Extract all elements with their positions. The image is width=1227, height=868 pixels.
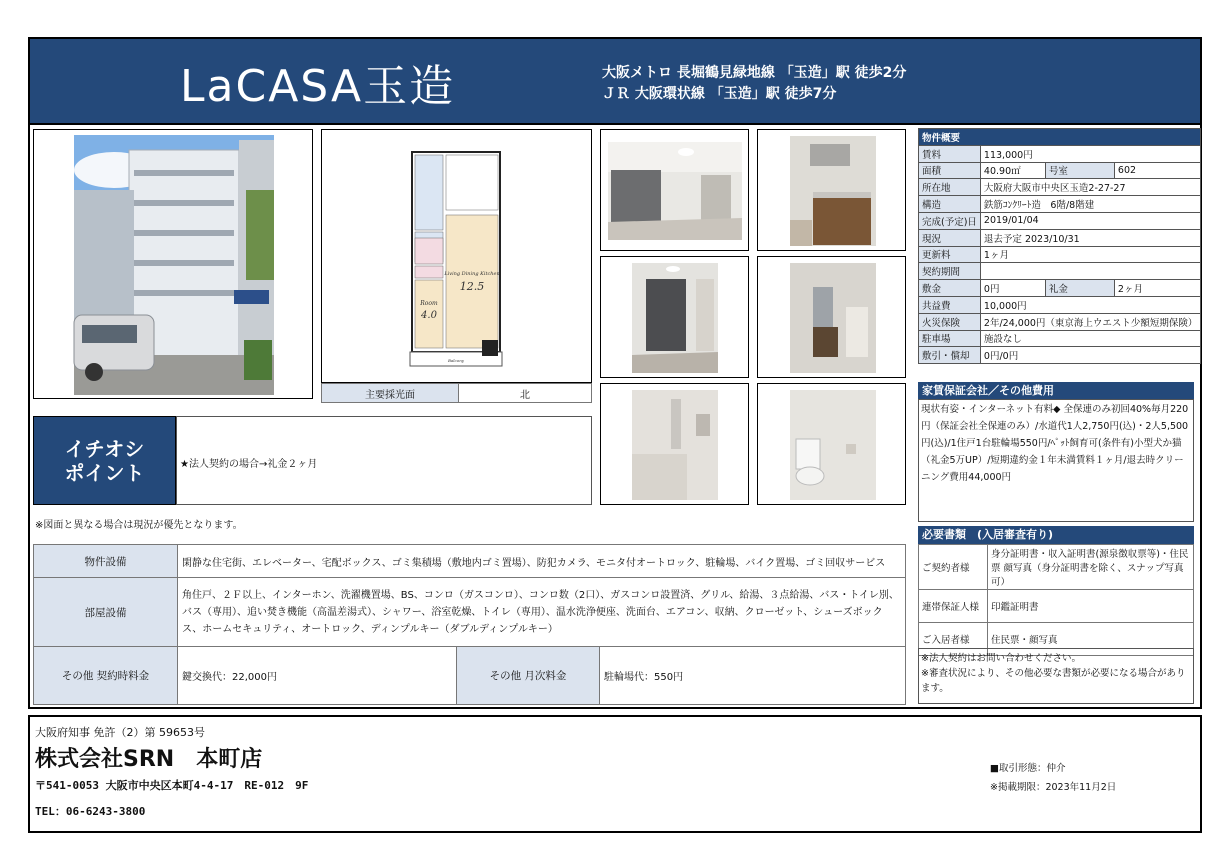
highlight-label-1: イチオシ	[64, 437, 145, 461]
doc-label-resident: ご入居者様	[919, 623, 988, 656]
contract-fee-label: その他 契約時料金	[34, 647, 178, 705]
ldk-label: Living Dining Kitchen	[444, 271, 500, 277]
completion-value: 2019/01/04	[980, 212, 1201, 229]
rent-value: 113,000円	[980, 145, 1201, 162]
key-money-value: 2ヶ月	[1114, 280, 1201, 297]
building-equipment-value: 閑静な住宅街、エレベーター、宅配ボックス、ゴミ集積場（敷地内ゴミ置場）、防犯カメラ、モニタ付オートロック、駐輪場、バイク置場、ゴミ回収サービス	[178, 545, 906, 578]
bathroom-photo	[600, 383, 749, 505]
notice-text: ※図面と異なる場合は現況が優先となります。	[35, 520, 243, 531]
kitchen-photo	[757, 129, 906, 251]
insurance-label: 火災保険	[919, 313, 981, 330]
documents-heading: 必要書類 (入居審査有り)	[918, 526, 1194, 544]
highlight-label-2: ポイント	[64, 461, 145, 485]
building-equipment-label: 物件設備	[34, 545, 178, 578]
living-room-photo	[600, 129, 749, 251]
documents-note-2: ※審査状況により、その他必要な書類が必要になる場合があります。	[921, 668, 1186, 694]
contract-fee-value: 鍵交換代：22,000円	[178, 647, 457, 705]
insurance-value: 2年/24,000円（東京海上ウエスト少額短期保険）	[980, 313, 1201, 330]
monthly-fee-label: その他 月次料金	[457, 647, 600, 705]
station-access-2: ＪＲ 大阪環状線 「玉造」駅 徒歩7分	[602, 86, 837, 102]
room-equipment-value: 角住戸、２Ｆ以上、インターホン、洗濯機置場、BS、コンロ（ガスコンロ）、コンロ数（2口）、ガスコンロ設置済、グリル、給湯、３点給湯、バス・トイレ別、バス（専用）、追い焚き機能（高温差湯式）、シャワー、浴室乾燥、トイレ（専用）、温水洗浄便座、洗面台、エアコン、収納、クローゼット、シューズボックス、ホームセキュリティ、オートロック、ディンプルキー（ダブルディンプルキー）	[178, 578, 906, 647]
completion-label: 完成(予定)日	[919, 212, 981, 229]
property-title: LaCASA玉造	[180, 61, 456, 112]
term-value	[980, 263, 1201, 280]
renewal-label: 更新料	[919, 246, 981, 263]
guarantee-box	[918, 399, 1194, 522]
overview-heading: 物件概要	[919, 129, 1201, 146]
listing-period: ※掲載期限：2023年11月2日	[990, 782, 1117, 793]
exposure-label: 主要採光面	[322, 384, 459, 403]
doc-value-guarantor: 印鑑証明書	[988, 590, 1194, 623]
toilet-photo	[757, 383, 906, 505]
highlight-badge	[33, 416, 176, 505]
common-fee-label: 共益費	[919, 296, 981, 313]
term-label: 契約期間	[919, 263, 981, 280]
rent-label: 賃料	[919, 145, 981, 162]
highlight-box	[176, 416, 592, 505]
company-tel: TEL：06-6243-3800	[35, 805, 146, 818]
guarantee-text: 現状有姿・インターネット有料◆ 全保連のみ初回40%毎月220円（保証会社全保連のみ）/水道代1人2,750円(込)・2人5,500円(込)/1住戸1台駐輪場550円/ﾍﾟｯﾄ飼育可(条件有)小型犬か猫（礼金5万UP）/短期違約金１年未満賃料１ヶ月/退去時クリーニング費用44,000円	[921, 404, 1189, 483]
guarantee-heading: 家賃保証会社／その他費用	[918, 382, 1194, 399]
bedroom-photo	[600, 256, 749, 378]
common-fee-value: 10,000円	[980, 296, 1201, 313]
station-access-1: 大阪メトロ 長堀鶴見緑地線 「玉造」駅 徒歩2分	[602, 65, 907, 81]
transaction-type: ■取引形態：仲介	[990, 763, 1066, 774]
company-name: 株式会社SRN 本町店	[35, 747, 263, 772]
address-value: 大阪府大阪市中央区玉造2-27-27	[980, 179, 1201, 196]
balcony-label: Balcony	[447, 358, 465, 363]
exposure-table	[321, 383, 592, 403]
deposit-value: 0円	[980, 280, 1045, 297]
area-label: 面積	[919, 162, 981, 179]
doc-value-contractor: 身分証明書・収入証明書(源泉徴収票等)・住民票 顔写真（身分証明書を除く、スナップ写真可）	[988, 545, 1194, 590]
exposure-value: 北	[459, 384, 592, 403]
structure-label: 構造	[919, 196, 981, 213]
documents-table	[918, 544, 1194, 656]
key-money-label: 礼金	[1045, 280, 1114, 297]
doc-value-resident: 住民票・顔写真	[988, 623, 1194, 656]
renewal-value: 1ヶ月	[980, 246, 1201, 263]
doc-label-contractor: ご契約者様	[919, 545, 988, 590]
washroom-photo	[757, 256, 906, 378]
room-no-label: 号室	[1045, 162, 1114, 179]
room-equipment-label: 部屋設備	[34, 578, 178, 647]
floor-plan	[321, 129, 592, 383]
status-value: 退去予定 2023/10/31	[980, 229, 1201, 246]
deposit-label: 敷金	[919, 280, 981, 297]
parking-label: 駐車場	[919, 330, 981, 347]
overview-table	[918, 128, 1201, 364]
building-exterior-photo	[33, 129, 313, 399]
shikibiki-value: 0円/0円	[980, 347, 1201, 364]
license-number: 大阪府知事 免許（2）第 59653号	[35, 726, 205, 739]
documents-note-1: ※法人契約はお問い合わせください。	[921, 653, 1081, 664]
highlight-text: ★法人契約の場合→礼金２ヶ月	[180, 459, 318, 470]
parking-value: 施設なし	[980, 330, 1201, 347]
doc-label-guarantor: 連帯保証人様	[919, 590, 988, 623]
company-address: 〒541-0053 大阪市中央区本町4-4-17 RE-012 9F	[35, 779, 309, 792]
area-value: 40.90㎡	[980, 162, 1045, 179]
room-label: Room	[420, 300, 438, 307]
address-label: 所在地	[919, 179, 981, 196]
room-no-value: 602	[1114, 162, 1201, 179]
structure-value: 鉄筋ｺﾝｸﾘｰﾄ造 6階/8階建	[980, 196, 1201, 213]
equipment-table	[33, 544, 906, 705]
status-label: 現況	[919, 229, 981, 246]
shikibiki-label: 敷引・償却	[919, 347, 981, 364]
ldk-size: 12.5	[459, 280, 485, 293]
room-size: 4.0	[421, 310, 437, 321]
monthly-fee-value: 駐輪場代：550円	[600, 647, 906, 705]
documents-notes	[918, 648, 1194, 704]
